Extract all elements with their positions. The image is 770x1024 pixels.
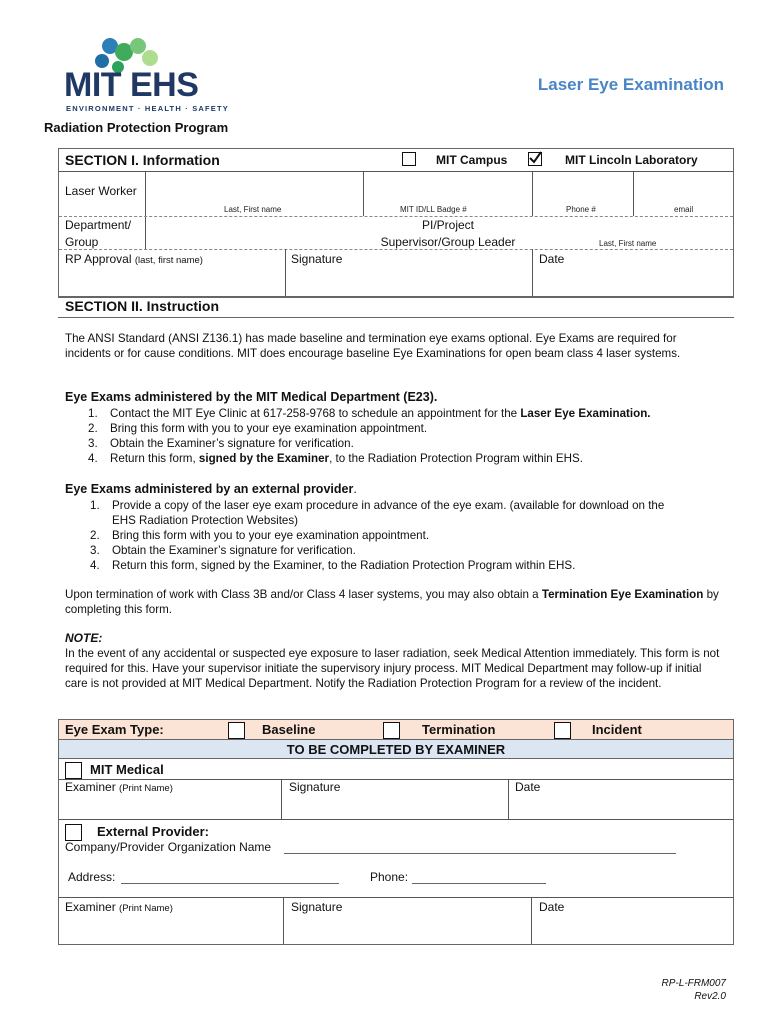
termination-bold: Termination Eye Examination [541,588,704,601]
mit-steps-list [88,406,728,466]
print-name-hint: (Print Name) [119,903,173,914]
ext-signature-label: Signature [291,900,343,914]
list-item: 1. Contact the MIT Eye Clinic at 617-258-9768 to schedule an appointment for the Laser Eye Examination. [88,407,651,420]
mit-signature-label: Signature [289,780,341,794]
list-item: 2. Bring this form with you to your eye examination appointment. [88,422,428,435]
list-item: 1. Provide a copy of the laser eye exam procedure in advance of the eye exam. (available for download on the [90,499,665,512]
divider [59,249,733,250]
list-item [90,513,730,528]
provider-phone-field[interactable] [412,871,546,884]
list-item: 2. Bring this form with you to your eye examination appointment. [90,529,430,542]
logo [62,36,229,116]
logo-text: MIT EHS [64,66,199,104]
mit-date-label: Date [515,780,541,794]
email-hint: email [674,205,694,214]
campus-checkbox[interactable] [402,152,416,166]
rp-date-field[interactable] [533,268,732,296]
step-text: Bring this form with you to your eye examination appointment. [110,422,428,435]
logo-subtext: ENVIRONMENT · HEALTH · SAFETY [66,104,229,113]
note-label: NOTE: [65,631,103,645]
mit-date-field[interactable] [509,796,732,818]
ext-date-label: Date [539,900,565,914]
ext-examiner-field[interactable] [60,916,282,943]
incident-label: Incident [592,722,642,737]
step-text: Return this form, [110,452,199,465]
instruction-intro: The ANSI Standard (ANSI Z136.1) has made baseline and termination eye exams optional. Eye Exams are required for incidents or for cause conditions. MIT does encourage baseline Eye Examinations for open beam class 4 laser systems. [65,332,681,360]
step-text-bold: Laser Eye Examination. [520,407,651,420]
department-label-line1: Department/ [65,218,132,232]
rp-approval-field[interactable] [60,268,284,296]
list-item: 3. Obtain the Examiner’s signature for verification. [88,437,354,450]
baseline-label: Baseline [262,722,316,737]
rp-label: RP Approval [65,252,132,266]
department-label-line2: Group [65,235,99,249]
address-label: Address: [68,870,116,884]
mit-examiner-field[interactable] [60,796,280,818]
exam-type-label: Eye Exam Type: [65,722,164,737]
step-text: Provide a copy of the laser eye exam procedure in advance of the eye exam. (available for download on the [112,499,665,512]
pi-label-line1: PI/Project [421,218,475,232]
list-item: 3. Obtain the Examiner’s signature for verification. [90,544,356,557]
examiner-label-text: Examiner [65,780,116,794]
form-id: RP-L-FRM007 [661,978,726,989]
mit-exam-heading: Eye Exams administered by the MIT Medical Department (E23). [65,390,438,404]
step-text: Return this form, signed by the Examiner, to the Radiation Protection Program within EHS. [112,559,576,572]
step-text-bold: signed by the Examiner [198,452,330,465]
mit-signature-field[interactable] [282,796,507,818]
phone-hint: Phone # [566,205,596,214]
ext-heading-text: Eye Exams administered by an external provider [65,482,354,496]
mit-medical-label: MIT Medical [90,762,164,777]
lincoln-checkbox[interactable] [528,152,542,166]
lincoln-label: MIT Lincoln Laboratory [565,153,698,167]
step-text: Bring this form with you to your eye examination appointment. [112,529,430,542]
company-label: Company/Provider Organization Name [65,840,272,854]
ext-signature-field[interactable] [284,916,530,943]
campus-label: MIT Campus [436,153,508,167]
department-label [65,217,131,251]
baseline-checkbox[interactable] [228,722,245,739]
termination-text-end: by completing this form. [65,588,719,616]
note-text: In the event of any accidental or suspected eye exposure to laser radiation, seek Medical Attention immediately. This form is not required for this. Have your supervisor initiate the supervisory injury process. MIT Medical Department may follow-up if initial care is not provided at MIT Medical Department. Notify the Radiation Protection Program for a review of the incident. [65,647,720,690]
section1-title: SECTION I. Information [65,152,220,168]
ext-date-field[interactable] [532,916,732,943]
pi-hint: Last, First name [599,239,657,248]
ext-exam-heading [65,482,357,496]
id-hint: MIT ID/LL Badge # [400,205,467,214]
step-text: , to the Radiation Protection Program within EHS. [329,452,583,465]
list-item: 4. Return this form, signed by the Examiner, to the Radiation Protection Program within EHS. [90,559,576,572]
rp-signature-label: Signature [291,252,343,266]
print-name-hint: (Print Name) [119,783,173,794]
rp-signature-field[interactable] [286,268,531,296]
step-text: Obtain the Examiner’s signature for verification. [110,437,354,450]
termination-paragraph [65,587,725,617]
termination-label: Termination [422,722,496,737]
mit-medical-checkbox[interactable] [65,762,82,779]
section2-title: SECTION II. Instruction [65,298,220,314]
checkmark-icon [528,151,542,165]
phone-label: Phone: [370,870,409,884]
department-field[interactable] [146,217,362,248]
name-hint: Last, First name [224,205,282,214]
rp-date-label: Date [539,252,565,266]
program-name: Radiation Protection Program [44,120,229,135]
examiner-label-text: Examiner [65,900,116,914]
ext-heading-end: . [353,482,357,496]
external-provider-checkbox[interactable] [65,824,82,841]
termination-text: Upon termination of work with Class 3B and/or Class 4 laser systems, you may also obtain a [65,588,542,601]
incident-checkbox[interactable] [554,722,571,739]
laser-worker-label: Laser Worker [65,184,137,198]
external-provider-label: External Provider: [97,824,209,839]
divider [59,819,733,820]
ext-steps-list [90,498,730,573]
step-text: EHS Radiation Protection Websites) [112,514,299,527]
step-text: Contact the MIT Eye Clinic at 617-258-9768 to schedule an appointment for the [110,407,521,420]
address-field[interactable] [121,871,339,884]
mit-examiner-label [65,780,173,794]
step-text: Obtain the Examiner’s signature for verification. [112,544,356,557]
divider [59,897,733,898]
pi-label [364,217,532,251]
termination-checkbox[interactable] [383,722,400,739]
company-field[interactable] [284,841,676,854]
pi-label-line2: Supervisor/Group Leader [380,235,516,249]
examiner-banner-text: TO BE COMPLETED BY EXAMINER [286,742,506,757]
page-title: Laser Eye Examination [537,75,724,94]
ext-examiner-label [65,900,173,914]
form-revision: Rev2.0 [694,991,726,1002]
list-item: 4. Return this form, signed by the Examiner, to the Radiation Protection Program within EHS. [88,452,583,465]
rp-hint: (last, first name) [134,255,203,266]
rp-approval-label [65,252,203,266]
